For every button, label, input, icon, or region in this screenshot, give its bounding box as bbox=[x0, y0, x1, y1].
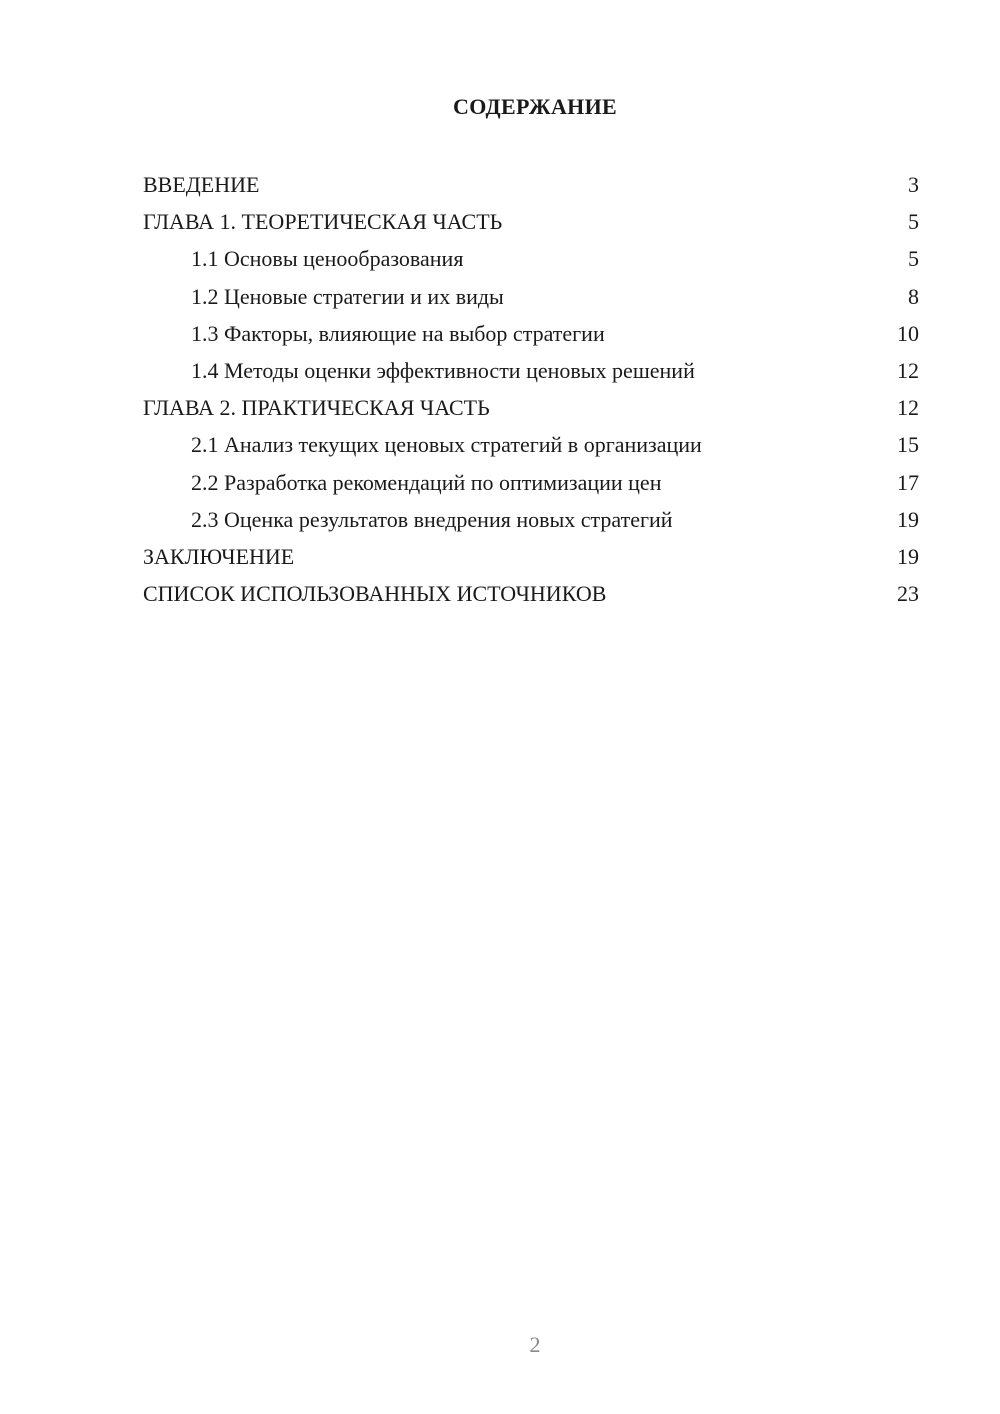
toc-entry[interactable] bbox=[143, 575, 919, 612]
page-number: 2 bbox=[529, 1332, 541, 1357]
toc-subentry[interactable] bbox=[143, 464, 919, 501]
toc-subentry[interactable] bbox=[143, 426, 919, 463]
toc-entry-title: 1.4 Методы оценки эффективности ценовых решений bbox=[191, 357, 695, 383]
toc-entry-page: 5 bbox=[908, 209, 919, 235]
toc-subentry[interactable] bbox=[143, 278, 919, 315]
toc-entry[interactable] bbox=[143, 389, 919, 426]
toc-entry-title: 1.2 Ценовые стратегии и их виды bbox=[191, 283, 504, 309]
toc-entry[interactable] bbox=[143, 166, 919, 203]
toc-entry-title: 2.2 Разработка рекомендаций по оптимизации цен bbox=[191, 469, 662, 495]
toc-entry-page: 3 bbox=[908, 172, 919, 197]
toc-entry-page: 12 bbox=[897, 395, 919, 421]
toc-entry-title: СПИСОК ИСПОЛЬЗОВАННЫХ ИСТОЧНИКОВ bbox=[143, 581, 607, 607]
toc-entry[interactable] bbox=[143, 203, 919, 240]
toc-entry-title: ЗАКЛЮЧЕНИЕ bbox=[143, 543, 295, 569]
toc-entry-page: 17 bbox=[897, 469, 919, 495]
page-title: СОДЕРЖАНИЕ bbox=[453, 94, 617, 119]
toc-entry-page: 8 bbox=[908, 283, 919, 309]
toc-entry-page: 23 bbox=[897, 581, 919, 607]
toc-entry-title: 2.1 Анализ текущих ценовых стратегий в организации bbox=[191, 432, 702, 458]
toc-entry-page: 12 bbox=[897, 357, 919, 383]
table-of-contents bbox=[143, 166, 919, 612]
toc-entry-page: 19 bbox=[897, 543, 919, 569]
toc-entry-title: ГЛАВА 1. ТЕОРЕТИЧЕСКАЯ ЧАСТЬ bbox=[143, 209, 503, 235]
toc-subentry[interactable] bbox=[143, 240, 919, 277]
toc-entry-title: 1.3 Факторы, влияющие на выбор стратегии bbox=[191, 320, 605, 346]
toc-entry-page: 15 bbox=[897, 432, 919, 458]
toc-entry[interactable] bbox=[143, 538, 919, 575]
toc-entry-title: ГЛАВА 2. ПРАКТИЧЕСКАЯ ЧАСТЬ bbox=[143, 395, 490, 421]
toc-subentry[interactable] bbox=[143, 315, 919, 352]
toc-entry-title: 2.3 Оценка результатов внедрения новых стратегий bbox=[191, 506, 673, 532]
toc-entry-page: 19 bbox=[897, 506, 919, 532]
toc-subentry[interactable] bbox=[143, 352, 919, 389]
toc-entry-page: 10 bbox=[897, 320, 919, 346]
toc-entry-title: 1.1 Основы ценообразования bbox=[191, 246, 464, 272]
toc-subentry[interactable] bbox=[143, 501, 919, 538]
toc-entry-title: ВВЕДЕНИЕ bbox=[143, 172, 260, 197]
toc-entry-page: 5 bbox=[908, 246, 919, 272]
